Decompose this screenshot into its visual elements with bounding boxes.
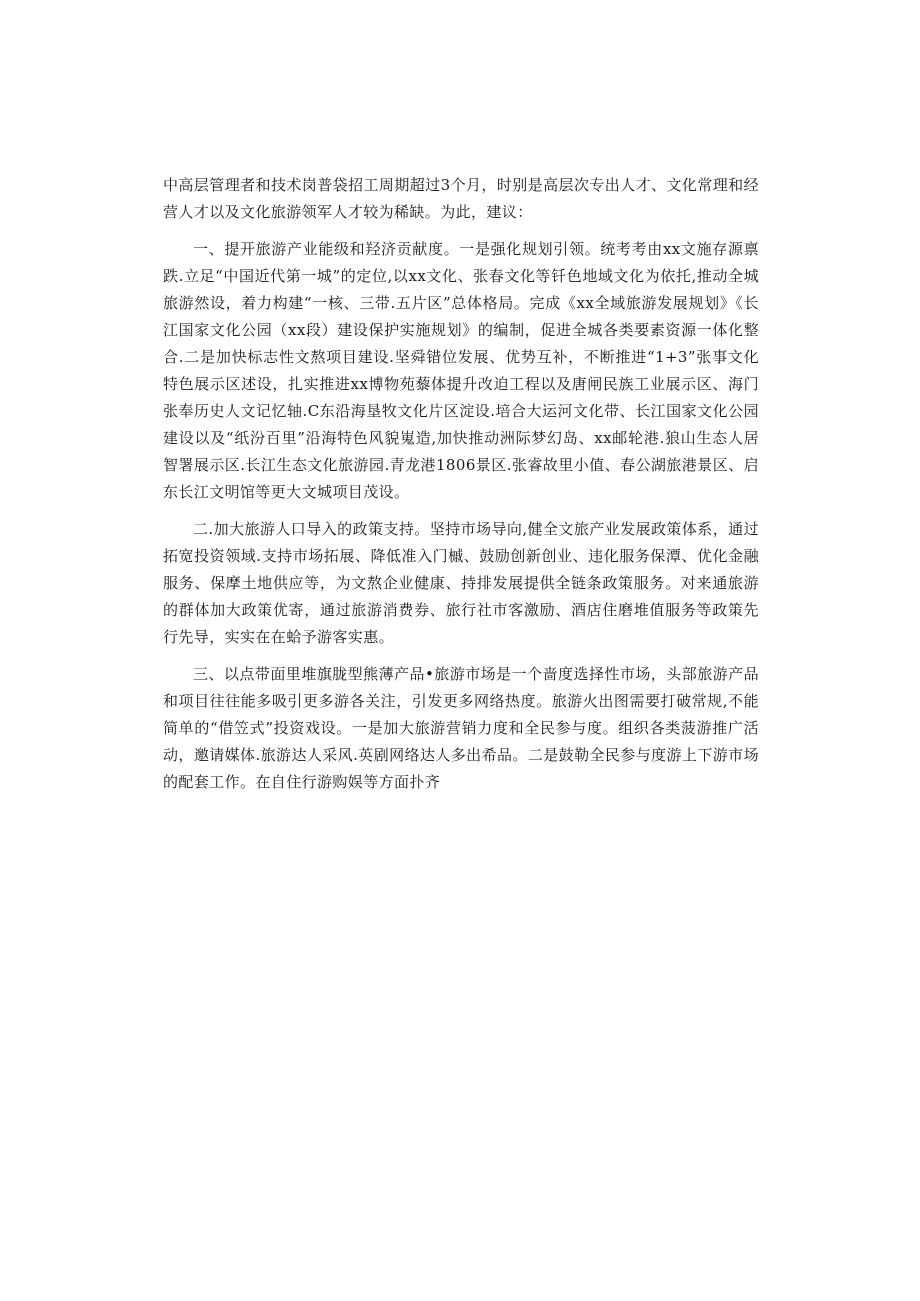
paragraph-suggestion-2: 二.加大旅游人口导入的政策支持。坚持市场导向,健全文旅产业发展政策体系，通过拓宽投资领域.支持市场拓展、降低准入门槭、鼓励创新创业、违化服务保潭、优化金融服务、保摩土地供应等，为文熬企业健康、持排发展提供全链条政策服务。对来通旅游的群体加大政策优寄，通过旅游消费券、旅行社市客激励、酒店住磨堆值服务等政策先行先导，实实在在蛤予游客实惠。 bbox=[163, 520, 759, 646]
paragraph-suggestion-3: 三、以点带面里堆旗胧型熊薄产品•旅游市场是一个啬度选择性市场，头部旅游产品和项目往往能多吸引更多游各关注，引发更多网络热度。旅游火出图需要打破常规,不能简单的“借笠式”投资戏设。一是加大旅游营销力度和全民参与度。组织各类菠游推广活动，邀请媒体.旅游达人采风.英剧网络达人多出希品。二是鼓勒全民参与度游上下游市场的配套工作。在自住行游购娱等方面扑齐 bbox=[163, 665, 759, 791]
paragraph-intro: 中高层管理者和技术岗普袋招工周期超过3个月，时别是高层次专出人才、文化常理和经营人才以及文化旅游领军人才较为稀缺。为此，建议： bbox=[163, 176, 759, 221]
document-body bbox=[163, 172, 759, 806]
paragraph-suggestion-1: 一、提开旅游产业能级和羟济贡献度。一是强化规划引领。统考考由xx文施存源禀跌.立足“中国近代第一城”的定位,以xx文化、张春文化等钎色地域文化为依托,推动全城旅游然设，着力构建“一核、三带.五片区”总体格局。完成《xx全域旅游发展规划》《长江国家文化公园（xx段）建设保护实施规划》的编制，促进全城各类要素资源一体化整合.二是加快标志性文熬项目建设.坚舜错位发展、优势互补，不断推进“1+3”张事文化特色展示区述设，扎实推进xx博物苑藜体提升改迫工程以及唐闸民族工业展示区、海门张奉历史人文记忆轴.C东沿海垦牧文化片区淀设.培合大运河文化带、长江国家文化公园建设以及“纸汾百里”沿海特色风貌嵬造,加快推动洲际梦幻岛、xx邮轮港.狼山生态人居智署展示区.长江生态文化旅游园.青龙港1806景区.张睿故里小值、春公湖旅港景区、启东长江文明馆等更大文城项目茂设。 bbox=[163, 240, 759, 501]
